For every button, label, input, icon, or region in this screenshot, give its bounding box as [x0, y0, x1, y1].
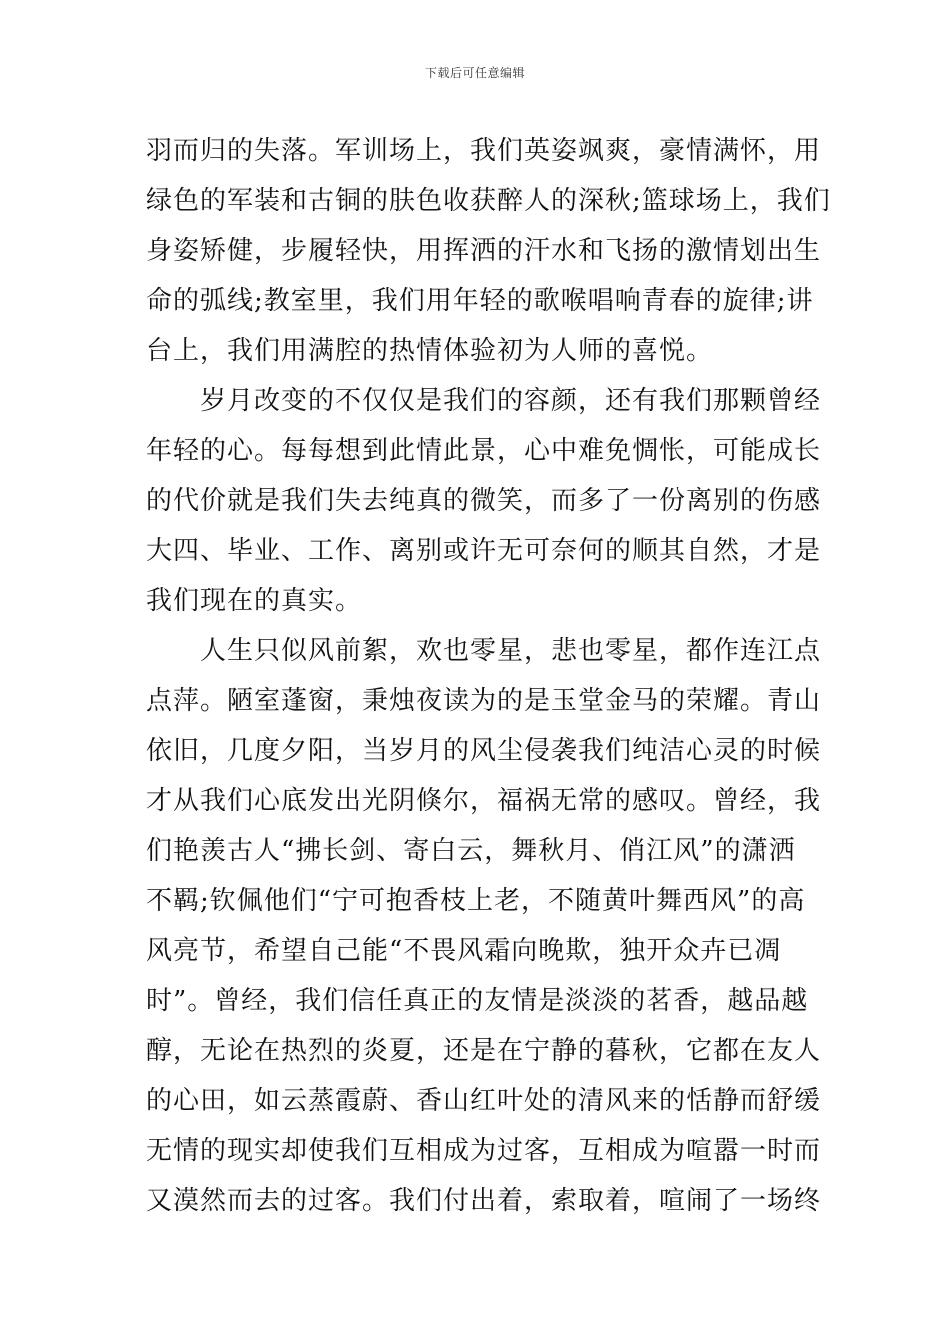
text-line: 们艳羡古人“拂长剑、寄白云，舞秋月、俏江风”的潇洒: [146, 836, 796, 866]
text-line: 身姿矫健，步履轻快，用挥洒的汗水和飞扬的激情划出生: [146, 236, 822, 266]
text-line: 才从我们心底发出光阴倏尔，福祸无常的感叹。曾经，我: [146, 786, 822, 816]
text-line: 又漠然而去的过客。我们付出着，索取着，喧闹了一场终: [146, 1186, 822, 1216]
text-line: 风亮节，希望自己能“不畏风霜向晚欺，独开众卉已凋: [146, 936, 782, 966]
text-line: 时”。曾经，我们信任真正的友情是淡淡的茗香，越品越: [146, 986, 809, 1016]
text-line: 年轻的心。每每想到此情此景，心中难免惆怅，可能成长: [146, 436, 822, 466]
text-line: 依旧，几度夕阳，当岁月的风尘侵袭我们纯洁心灵的时候: [146, 736, 822, 766]
text-line: 大四、毕业、工作、离别或许无可奈何的顺其自然，才是: [146, 536, 822, 566]
text-line: 不羁;钦佩他们“宁可抱香枝上老，不随黄叶舞西风”的高: [146, 886, 806, 916]
text-line: 台上，我们用满腔的热情体验初为人师的喜悦。: [146, 336, 714, 366]
page-header: 下载后可任意编辑: [424, 66, 525, 80]
text-line: 绿色的军装和古铜的肤色收获醉人的深秋;篮球场上，我们: [146, 186, 831, 216]
text-line: 我们现在的真实。: [146, 586, 363, 616]
text-line: 岁月改变的不仅仅是我们的容颜，还有我们那颗曾经: [146, 386, 822, 416]
text-line: 无情的现实却使我们互相成为过客，互相成为喧嚣一时而: [146, 1136, 822, 1166]
text-line: 命的弧线;教室里，我们用年轻的歌喉唱响青春的旋律;讲: [146, 286, 814, 316]
text-line: 醇，无论在热烈的炎夏，还是在宁静的暮秋，它都在友人: [146, 1036, 822, 1066]
text-line: 的心田，如云蒸霞蔚、香山红叶处的清风来的恬静而舒缓: [146, 1086, 822, 1116]
text-line: 羽而归的失落。军训场上，我们英姿飒爽，豪情满怀，用: [146, 136, 822, 166]
text-line: 的代价就是我们失去纯真的微笑，而多了一份离别的伤感: [146, 486, 822, 516]
text-line: 点萍。陋室蓬窗，秉烛夜读为的是玉堂金马的荣耀。青山: [146, 686, 822, 716]
text-line: 人生只似风前絮，欢也零星，悲也零星，都作连江点: [146, 636, 822, 666]
